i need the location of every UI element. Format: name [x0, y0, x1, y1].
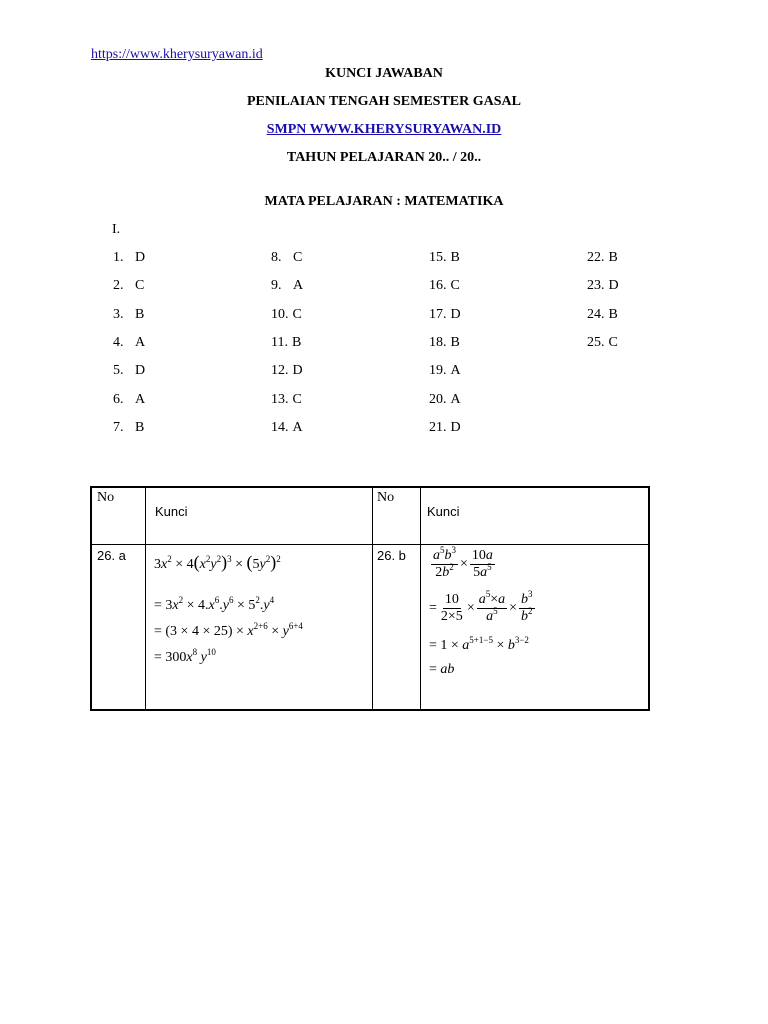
answer-letter: A: [135, 334, 146, 350]
answer-number: 6.: [113, 391, 124, 407]
answer-item: [271, 278, 303, 294]
answer-item: [429, 335, 460, 351]
answer-number: 17.: [429, 306, 447, 322]
school-link-line: [0, 122, 768, 138]
answer-number: 9.: [271, 278, 282, 294]
math-26a-line2: = $3x^2 \times 4.x^6.y^6 \times 5^2.y^4$: [154, 595, 275, 613]
header-kunci-2: Kunci: [427, 504, 460, 519]
answer-letter: D: [292, 363, 303, 379]
answer-letter: B: [608, 250, 618, 265]
math-26a-line3: = $(3 \times 4 \times 25) \times x^{2+6} \times y^{6+4}$: [154, 621, 303, 639]
answer-item: [429, 363, 461, 379]
answer-number: 8.: [271, 250, 282, 265]
answer-item: [429, 420, 461, 436]
answer-number: 20.: [429, 391, 447, 407]
answer-item: [271, 363, 303, 379]
answer-item: [271, 307, 302, 323]
answer-item: [587, 335, 618, 351]
answer-letter: C: [135, 278, 145, 294]
answer-letter: B: [291, 334, 302, 350]
answer-number: 1.: [113, 250, 124, 265]
answer-number: 18.: [429, 334, 447, 350]
answer-number: 15.: [429, 250, 447, 265]
answer-item: [271, 335, 301, 351]
header-kunci: Kunci: [155, 504, 188, 519]
answer-number: 10.: [271, 306, 289, 322]
answer-number: 19.: [429, 363, 447, 379]
math-26b-line1: $\frac{a^5b^3}{2b^2}$ × $\frac{10a}{5a^5}$: [433, 545, 493, 580]
answer-letter: A: [450, 363, 461, 379]
answer-letter: A: [135, 391, 146, 407]
answer-number: 23.: [587, 278, 605, 294]
answer-item: [113, 363, 145, 379]
answer-number: 2.: [113, 278, 124, 294]
answer-item: [429, 278, 460, 294]
row-26b-no: 26. b: [377, 548, 406, 563]
answer-letter: D: [608, 278, 619, 294]
academic-year: TAHUN PELAJARAN 20.. / 20..: [286, 150, 482, 165]
answer-item: [587, 307, 618, 323]
answer-item: [587, 250, 618, 266]
answer-letter: C: [292, 391, 302, 407]
answer-item: [429, 250, 460, 266]
header-no-2: No: [377, 490, 395, 505]
answer-number: 5.: [113, 363, 124, 379]
answer-number: 25.: [587, 334, 605, 350]
answer-letter: C: [450, 278, 460, 294]
answer-letter: B: [450, 250, 460, 265]
answer-item: [113, 335, 145, 351]
math-26a-line4: = $300x^8$ $y^{10}$: [154, 647, 216, 665]
answer-item: [429, 307, 461, 323]
answer-item: [271, 420, 303, 436]
answer-item: [113, 250, 145, 266]
answer-number: 12.: [271, 363, 289, 379]
answer-letter: D: [450, 419, 461, 435]
answer-number: 24.: [587, 306, 605, 322]
answer-letter: A: [450, 391, 461, 407]
row-26a-no: 26. a: [97, 548, 126, 563]
answer-number: 13.: [271, 391, 289, 407]
answer-item: [429, 392, 461, 408]
section-label: I.: [112, 222, 121, 237]
answer-item: [113, 307, 144, 323]
answer-item: [113, 392, 145, 408]
answer-number: 14.: [271, 419, 289, 435]
school-link[interactable]: SMPN WWW.KHERYSURYAWAN.ID: [266, 122, 502, 137]
answer-letter: C: [292, 306, 302, 322]
math-26a-line1: $3x^2 \times 4(x^2y^2)^3 \times (5y^2)^2$: [154, 552, 281, 572]
subject-title: MATA PELAJARAN : MATEMATIKA: [264, 194, 504, 209]
answer-letter: D: [135, 363, 146, 379]
answer-letter: B: [135, 419, 145, 435]
answer-number: 3.: [113, 306, 124, 322]
answer-item: [271, 250, 302, 266]
answer-letter: C: [608, 334, 618, 350]
answer-letter: B: [608, 306, 618, 322]
header-no: No: [97, 490, 115, 505]
header-url-link[interactable]: https://www.kherysuryawan.id: [91, 47, 263, 62]
math-26b-line2: = $\frac{10}{2\times 5}$ × $\frac{a^5\times a}{a^5}$ × $\frac{b^3}{b^2}$: [429, 589, 533, 624]
answer-number: 7.: [113, 419, 124, 435]
math-26b-line4: = ab: [429, 662, 455, 677]
title-kunci-jawaban: KUNCI JAWABAN: [325, 66, 443, 81]
answer-number: 21.: [429, 419, 447, 435]
answer-letter: C: [293, 250, 303, 265]
title-penilaian: PENILAIAN TENGAH SEMESTER GASAL: [247, 94, 521, 109]
answer-number: 22.: [587, 250, 605, 265]
answer-item: [113, 420, 144, 436]
answer-number: 4.: [113, 334, 124, 350]
answer-letter: B: [450, 334, 460, 350]
answer-number: 16.: [429, 278, 447, 294]
answer-letter: A: [292, 419, 303, 435]
answer-letter: B: [135, 306, 145, 322]
answer-item: [271, 392, 302, 408]
answer-number: 11.: [271, 334, 288, 350]
answer-letter: A: [293, 278, 304, 294]
answer-item: [113, 278, 144, 294]
answer-item: [587, 278, 619, 294]
essay-answer-table: [90, 486, 650, 711]
math-26b-line3: = $1 \times a^{5+1-5} \times b^{3-2}$: [429, 635, 529, 653]
answer-letter: D: [135, 250, 146, 265]
answer-letter: D: [450, 306, 461, 322]
